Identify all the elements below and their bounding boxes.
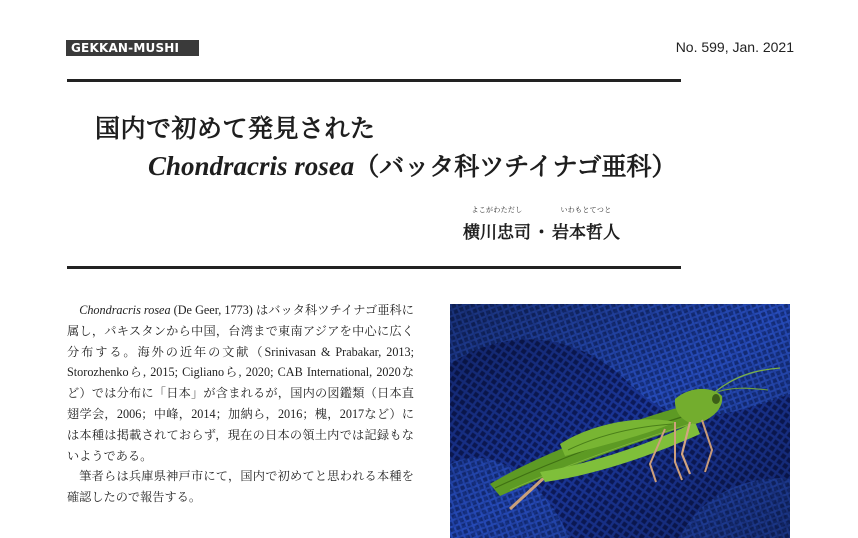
article-title-line-2 xyxy=(148,147,677,183)
journal-name-badge: GEKKAN-MUSHI xyxy=(66,40,199,56)
author-1 xyxy=(463,205,531,243)
p1-sci-name: Chondracris rosea (De Geer, 1773) xyxy=(79,303,256,317)
author-1-ruby: よこがわただし xyxy=(471,206,523,214)
article-title-line-1: 国内で初めて発見された xyxy=(95,114,376,143)
author-list xyxy=(463,205,620,243)
paragraph-2: 筆者らは兵庫県神戸市にて，国内で初めてと思われる本種を確認したので報告する。 xyxy=(67,469,414,505)
author-2 xyxy=(552,205,620,243)
author-2-ruby: いわもとてつと xyxy=(560,206,612,214)
paragraph-1: Chondracris rosea (De Geer, 1773) はバッタ科ツチイナゴ亜科に属し，パキスタンから中国，台湾まで東南アジアを中心に広く分布する。海外の近年の文献（Srinivasan & Prabakar, 2013; Storozhenkoら, 2015; Ciglianoら, 2020; CAB International, 2020など）では分布に「日本」が含まれるが，国内の図鑑類（日本直翅学会，2006；中峰，2014；加納ら，2016；槐，2017など）には本種は掲載されておらず，現在の日本の領土内では記録もないようである。 xyxy=(67,303,415,463)
issue-info: No. 599, Jan. 2021 xyxy=(675,39,794,55)
author-2-name: 岩本哲人 xyxy=(552,223,620,243)
bottom-rule xyxy=(67,266,681,269)
grasshopper-on-net-image xyxy=(450,304,790,538)
scientific-name: Chondracris rosea xyxy=(148,151,355,181)
taxon-note: （バッタ科ツチイナゴ亜科） xyxy=(354,152,677,181)
author-separator: ・ xyxy=(533,223,550,243)
top-rule xyxy=(67,79,681,82)
specimen-photo xyxy=(450,304,790,538)
author-1-name: 横川忠司 xyxy=(463,223,531,243)
article-body xyxy=(67,300,414,508)
